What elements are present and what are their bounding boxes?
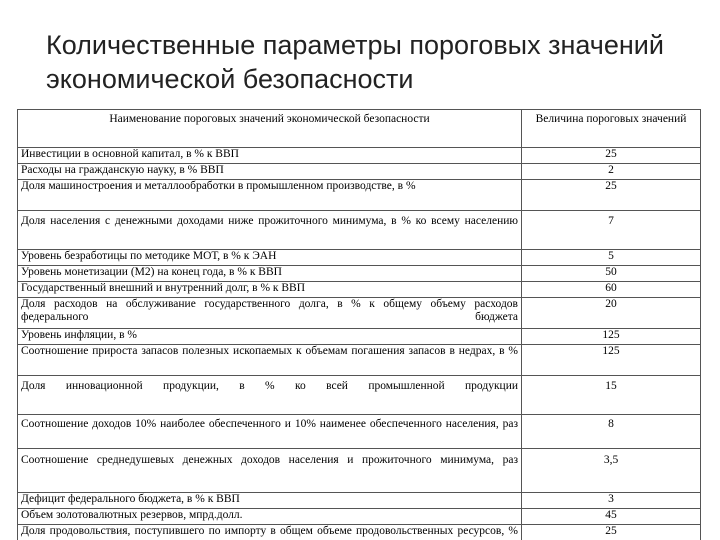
row-value: 20 xyxy=(522,298,701,329)
row-value: 5 xyxy=(522,250,701,266)
row-value: 60 xyxy=(522,282,701,298)
row-name: Соотношение среднедушевых денежных доходов населения и прожиточного минимума, раз xyxy=(18,449,522,493)
row-value: 50 xyxy=(522,266,701,282)
header-value: Величина пороговых значений xyxy=(522,110,701,148)
row-name: Дефицит федерального бюджета, в % к ВВП xyxy=(18,493,522,509)
thresholds-table-container xyxy=(17,109,701,540)
table-row xyxy=(18,415,701,449)
row-value: 25 xyxy=(522,148,701,164)
title-line-1: Количественные параметры пороговых значений xyxy=(46,30,664,60)
row-value: 15 xyxy=(522,376,701,415)
row-value: 2 xyxy=(522,164,701,180)
slide-title xyxy=(46,28,706,96)
row-value: 7 xyxy=(522,211,701,250)
row-value: 25 xyxy=(522,525,701,540)
row-name: Доля расходов на обслуживание государственного долга, в % к общему объему расходов федерального бюджета xyxy=(18,298,522,329)
row-value: 125 xyxy=(522,345,701,376)
title-line-2: экономической безопасности xyxy=(46,64,414,94)
row-name: Объем золотовалютных резервов, мпрд.долл. xyxy=(18,509,522,525)
row-value: 8 xyxy=(522,415,701,449)
row-value: 125 xyxy=(522,329,701,345)
table-row xyxy=(18,449,701,493)
table-row xyxy=(18,211,701,250)
row-name: Государственный внешний и внутренний долг, в % к ВВП xyxy=(18,282,522,298)
row-name: Доля продовольствия, поступившего по импорту в общем объеме продовольственных ресурсов, % xyxy=(18,525,522,540)
table-row xyxy=(18,298,701,329)
row-value: 25 xyxy=(522,180,701,211)
row-name: Соотношение прироста запасов полезных ископаемых к объемам погашения запасов в недрах, в % xyxy=(18,345,522,376)
table-row xyxy=(18,282,701,298)
table-row xyxy=(18,266,701,282)
row-value: 3 xyxy=(522,493,701,509)
row-name: Уровень инфляции, в % xyxy=(18,329,522,345)
table-row xyxy=(18,148,701,164)
row-value: 3,5 xyxy=(522,449,701,493)
row-name: Доля населения с денежными доходами ниже прожиточного минимума, в % ко всему населению xyxy=(18,211,522,250)
row-name: Соотношение доходов 10% наиболее обеспеченного и 10% наименее обеспеченного населения, раз xyxy=(18,415,522,449)
table-row xyxy=(18,164,701,180)
row-name: Уровень монетизации (М2) на конец года, в % к ВВП xyxy=(18,266,522,282)
table-row xyxy=(18,180,701,211)
table-row xyxy=(18,250,701,266)
row-value: 45 xyxy=(522,509,701,525)
table-row xyxy=(18,493,701,509)
row-name: Уровень безработицы по методике МОТ, в % к ЭАН xyxy=(18,250,522,266)
row-name: Доля машиностроения и металлообработки в промышленном производстве, в % xyxy=(18,180,522,211)
table-row xyxy=(18,376,701,415)
row-name: Доля инновационной продукции, в % ко всей промышленной продукции xyxy=(18,376,522,415)
header-name: Наименование пороговых значений экономической безопасности xyxy=(18,110,522,148)
table-row xyxy=(18,345,701,376)
table-header-row xyxy=(18,110,701,148)
table-row xyxy=(18,525,701,540)
row-name: Расходы на гражданскую науку, в % ВВП xyxy=(18,164,522,180)
table-row xyxy=(18,509,701,525)
row-name: Инвестиции в основной капитал, в % к ВВП xyxy=(18,148,522,164)
table-row xyxy=(18,329,701,345)
thresholds-table xyxy=(17,109,701,540)
